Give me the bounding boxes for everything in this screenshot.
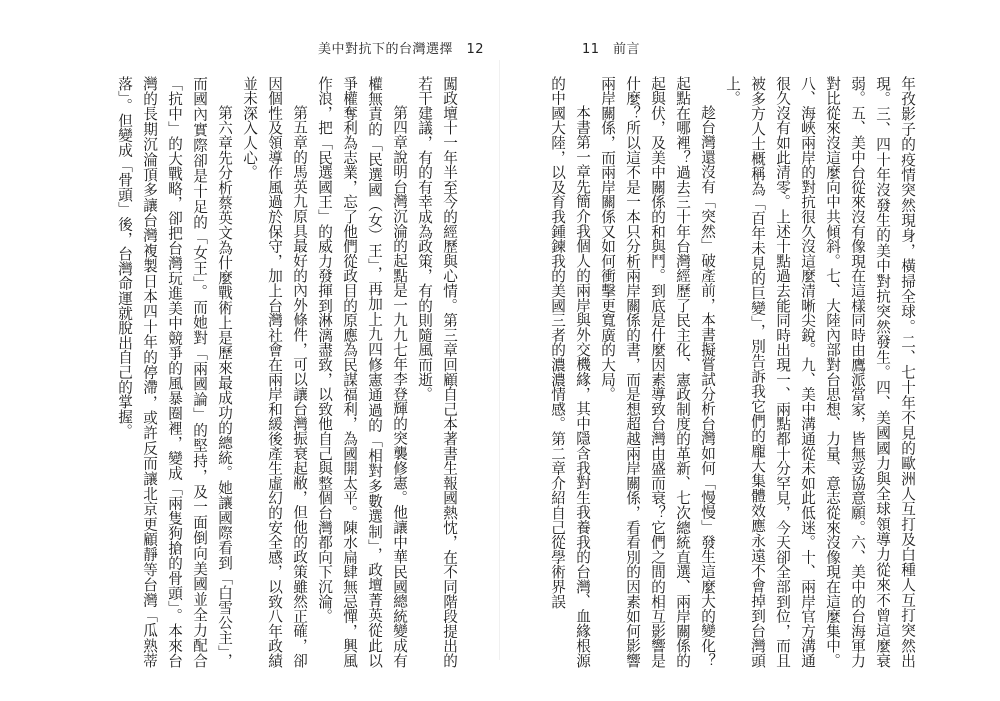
paragraph: 闖政壇十一年半至今的經歷與心情。第三章回顧自己本著書生報國熱忱，在不同階段提出的若干建議，有的有幸成為政策，有的則隨風而逝。 [416, 76, 458, 668]
paragraph: 年孜影子的疫情突然現身，橫掃全球。二、七十年不見的歐洲人互打及白種人互打突然出現。三、四十年沒發生的美中對抗突然發生。四、美國國力與全球領導力從來不曾這麼衰弱。五、美中台從來沒有像現在這樣同時由鷹派當家，皆無妥協意願。六、美中的台海軍力對比從來沒這麼向中共傾斜。七、大陸內部對台思想、力量、意志從來沒像現在這麼集中。八、海峽兩岸的對抗很久沒這麼清晰尖銳。九、美中溝通從未如此低迷。十、兩岸官方溝通很久沒有如此清零。上述十點過去能同時出現一、兩點都十分罕見，今天卻全部到位，而且被多方人士概稱為「百年未見的巨變」，別告訴我它們的龐大集體效應永遠不會掉到台灣頭上。 [724, 76, 916, 668]
left-page-body [88, 76, 462, 668]
paragraph: 第六章先分析蔡英文為什麼戰術上是歷來最成功的總統。她讓國際看到「白雪公主」，而國內實際卻是十足的「女王」。而她對「兩國論」的堅持，及一面倒向美國並全力配合「抗中」的大戰略，卻把台灣玩進美中競爭的風暴圈裡，變成「兩隻狗搶的骨頭」。本來台灣的長期沉淪頂多讓台灣複製日本四十年的停滯，或許反而讓北京更顧靜等台灣「瓜熟蒂落」。但變成「骨頭」後，台灣命運就脫出自己的掌握。 [116, 76, 233, 668]
right-page-header: 11 前言 [582, 42, 641, 57]
left-page-header: 美中對抗下的台灣選擇 12 [318, 42, 485, 57]
paragraph: 本書第一章先簡介我個人的兩岸與外交機緣，其中隱含我對生我養我的台灣、血緣根源的中國大陸，以及育我鍾鍊我的美國三者的濃濃情感。第二章介紹自己從學術界誤 [549, 76, 591, 668]
paragraph: 第四章說明台灣沉淪的起點是一九九七年李登輝的突襲修憲。他讓中華民國總統變成有權無責的「民選國（女）王」，再加上九四修憲通過的「相對多數選制」，政壇菁英從此以爭權奪利為志業，忘了他們從政目的原應為民謀福利，為國開太平。陳水扁肆無忌憚，興風作浪，把「民選國王」的威力發揮到淋漓盡致，以致他自己與整個台灣都向下沉淪。 [316, 76, 408, 668]
paragraph: 趁台灣還沒有「突然」破產前，本書擬嘗試分析台灣如何「慢慢」發生這麼大的變化？起點在哪裡？過去三十年台灣經歷了民主化、憲政制度的革新、七次總統直選、兩岸關係的起與伏，及美中關係的和與鬥。到底是什麼因素導致台灣由盛而衰？它們之間的相互影響是什麼？所以這不是一本只分析兩岸關係的書，而是想超越兩岸關係，看看別的因素如何影響兩岸關係，而兩岸關係又如何衝擊更寬廣的大局。 [599, 76, 716, 668]
page-gutter [499, 60, 500, 660]
right-page-body [548, 76, 920, 668]
paragraph: 第五章的馬英九原具最好的內外條件，可以讓台灣振衰起敝，但他的政策雖然正確，卻因個性及領導作風過於保守，加上台灣社會在兩岸和緩後產生虛幻的安全感，以致八年政績並未深入人心。 [241, 76, 308, 668]
